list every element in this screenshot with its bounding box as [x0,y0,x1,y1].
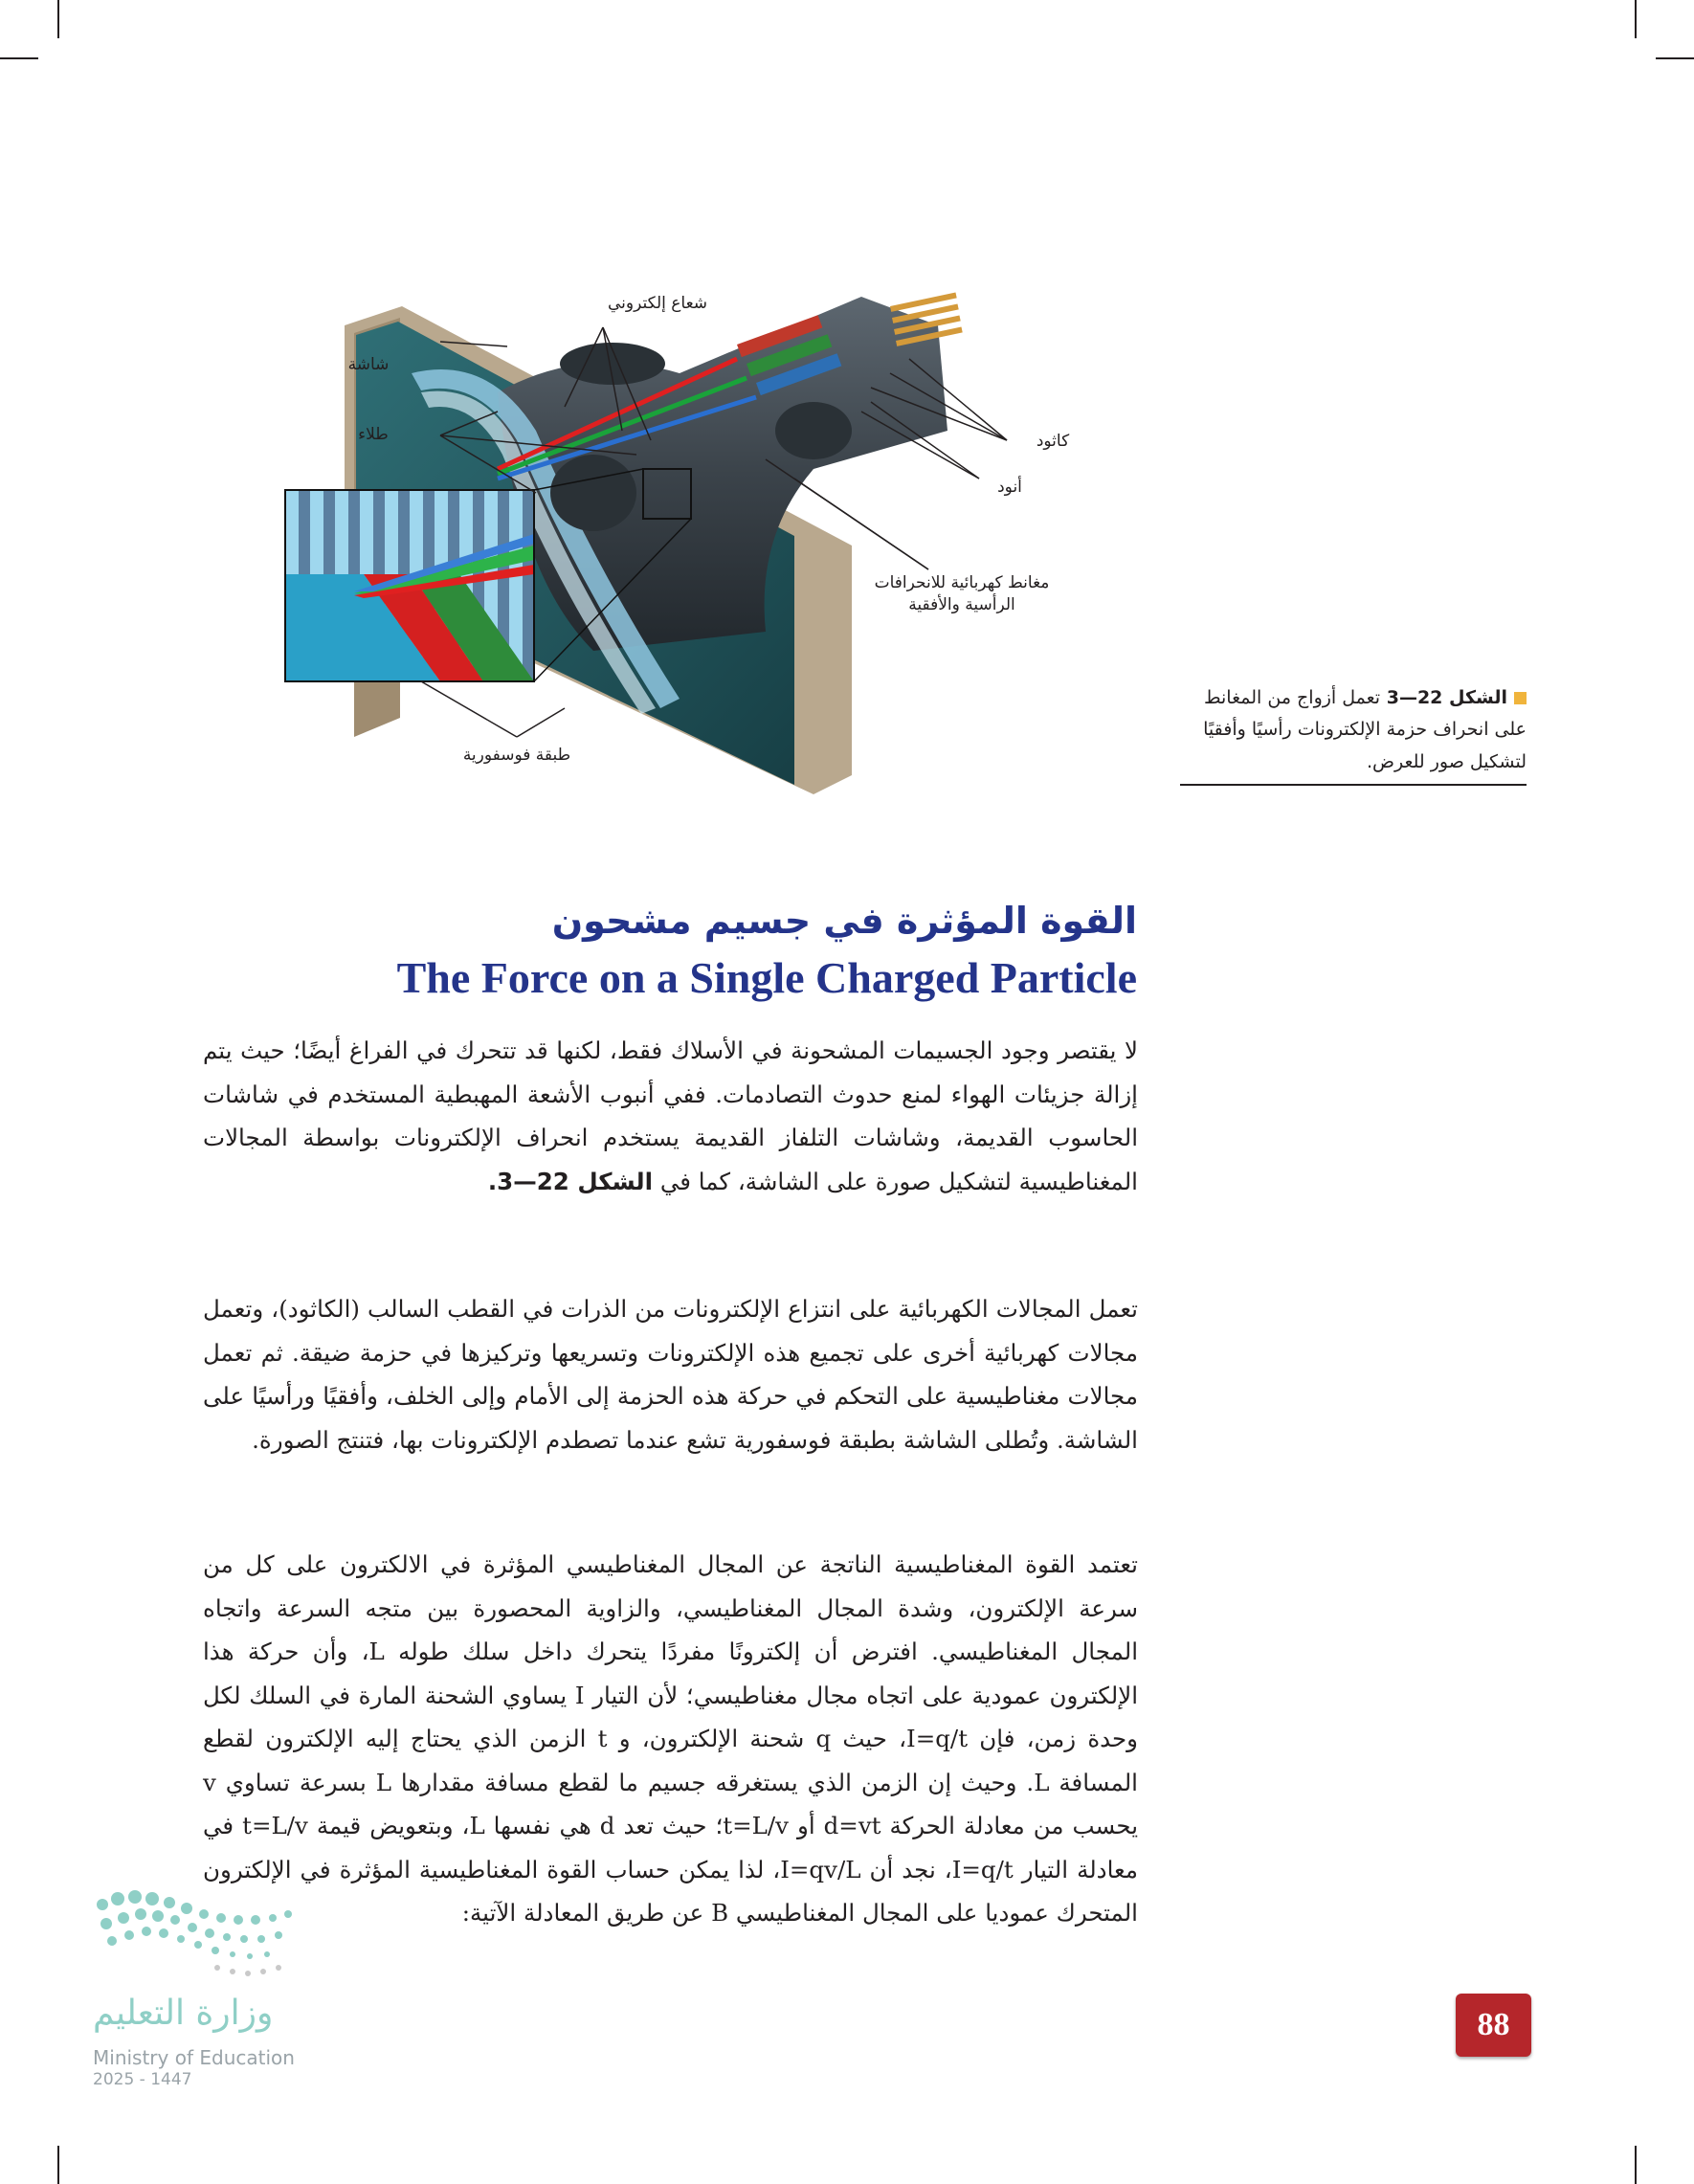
crop-mark [1635,0,1637,38]
label-electron-beam: شعاع إلكتروني [607,294,708,313]
ministry-logo-icon [93,1885,299,1981]
figure-caption [1180,682,1527,786]
paragraph-3: تعتمد القوة المغناطيسية الناتجة عن المجال المغناطيسي المؤثرة في الالكترون على كل من سرعة الإلكترون، وشدة المجال المغناطيسي، والزاوية المحصورة بين متجه السرعة واتجاه المجال المغناطيسي. افترض أن إلكترونًا مفردًا يتحرك داخل سلك طوله L، وأن حركة هذا الإلكترون عمودية على اتجاه مجال مغناطيسي؛ لأن التيار I يساوي الشحنة المارة في السلك لكل وحدة زمن، فإن I=q/t، حيث q شحنة الإلكترون، و t الزمن الذي يحتاج إليه الإلكترون لقطع المسافة L. وحيث إن الزمن الذي يستغرقه جسيم ما لقطع مسافة مقدارها L بسرعة تساوي v يحسب من معادلة الحركة d=vt أو t=L/v؛ حيث تعد d هي نفسها L، وبتعويض قيمة t=L/v في معادلة التيار I=q/t، نجد أن I=qv/L، لذا يمكن حساب القوة المغناطيسية المؤثرة في الإلكترون المتحرك عموديا على المجال المغناطيسي B عن طريق المعادلة الآتية: [203,1550,1139,1927]
crop-mark [57,0,59,38]
edition-year: 2025 - 1447 [93,2070,192,2089]
crop-mark [1635,2146,1637,2184]
magnified-inset [285,490,534,681]
ministry-name-english: Ministry of Education [93,2046,295,2069]
caption-prefix: الشكل 22—3 [1386,687,1507,708]
crop-mark [57,2146,59,2184]
paragraph-2: تعمل المجالات الكهربائية على انتزاع الإلكترونات من الذرات في القطب السالب (الكاثود)، وتعمل مجالات كهربائية أخرى على تجميع هذه الإلكترونات وتسريعها وتركيزها في حزمة ضيقة. ثم تعمل مجالات مغناطيسية على التحكم في حركة هذه الحزمة إلى الأمام وإلى الخلف، وأفقيًا ورأسيًا على الشاشة. وتُطلى الشاشة بطبقة فوسفورية تشع عندما تصطدم الإلكترونات بها، فتنتج الصورة. [203,1295,1138,1454]
caption-text: تعمل أزواج من المغانط على انحراف حزمة الإلكترونات رأسيًا وأفقيًا لتشكيل صور للعرض. [1203,687,1527,772]
paragraph-1 [203,1029,1138,1203]
figure-reference: الشكل 22—3. [487,1167,654,1195]
magnet-icon [550,455,636,531]
crop-mark [1656,57,1694,59]
label-coating: طلاء [358,425,389,444]
paragraph-1-text: لا يقتصر وجود الجسيمات المشحونة في الأسلاك فقط، لكنها قد تتحرك في الفراغ أيضًا؛ حيث يتم إزالة جزيئات الهواء لمنع حدوث التصادمات. ففي أنبوب الأشعة المهبطية المستخدم في شاشات الحاسوب القديمة، وشاشات التلفاز القديمة يستخدم انحراف الإلكترونات بواسطة المجالات المغناطيسية لتشكيل صورة على الشاشة، كما في [203,1036,1138,1195]
ministry-name-arabic: وزارة التعليم [93,1994,274,2033]
section-title-english: The Force on a Single Charged Particle [396,953,1137,1002]
section-title-arabic: القوة المؤثرة في جسيم مشحون [551,900,1137,942]
caption-marker-icon [1514,692,1527,704]
page-number: 88 [1456,1994,1531,2057]
label-anode: أنود [997,478,1022,497]
label-magnets: مغانط كهربائية للانحرافات الرأسية والأفقية [874,573,1050,614]
crop-mark [0,57,38,59]
label-screen: شاشة [347,355,390,374]
label-cathode: كاثود [1036,432,1070,451]
label-phosphor-layer: طبقة فوسفورية [462,746,571,765]
